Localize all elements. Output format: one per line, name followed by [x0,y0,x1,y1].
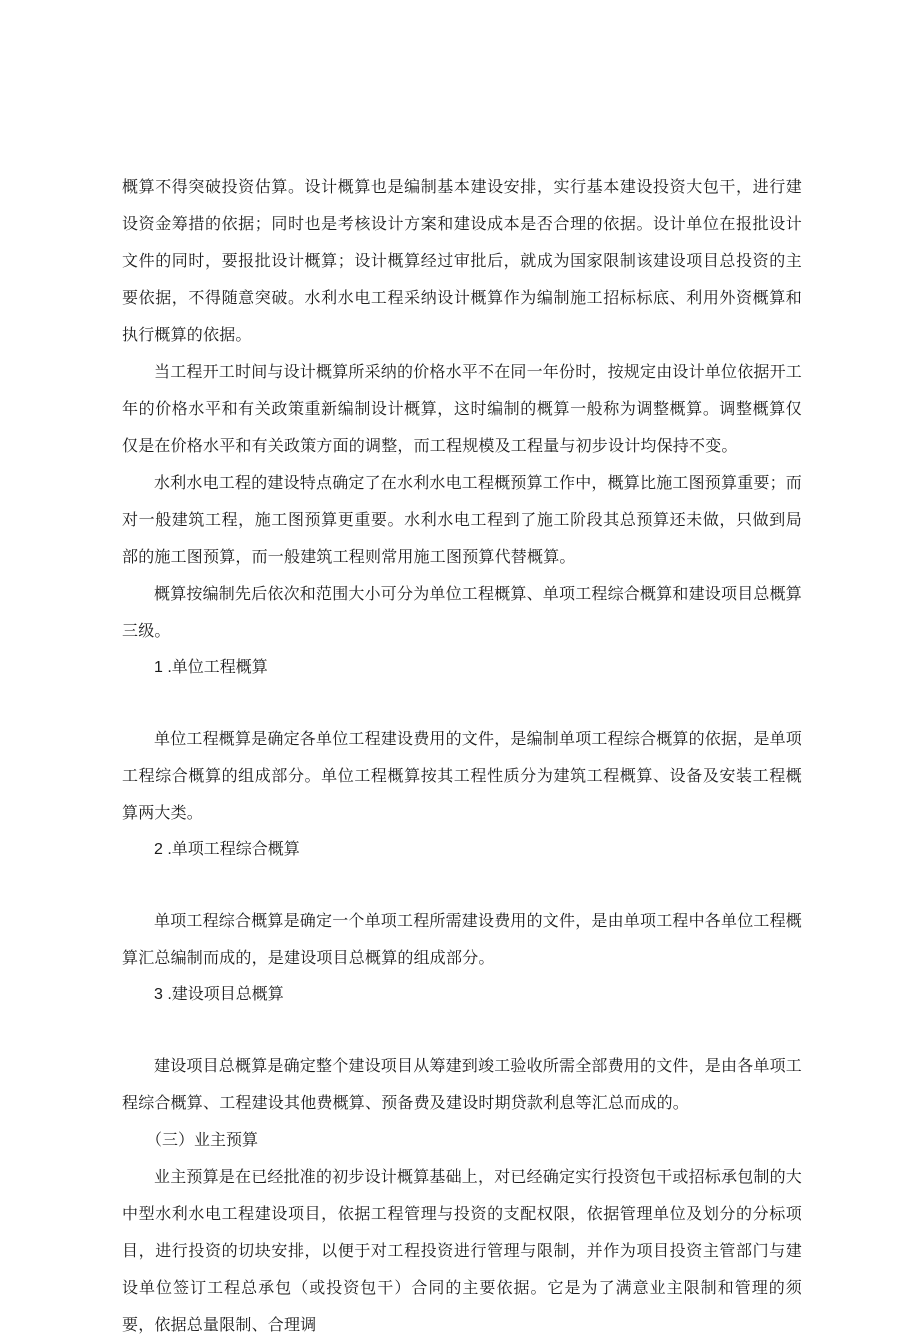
heading-single-project-estimate: 2 .单项工程综合概算 [154,841,300,858]
paragraph-unit-project-estimate: 单位工程概算是确定各单位工程建设费用的文件，是编制单项工程综合概算的依据，是单项工程综合概算的组成部分。单位工程概算按其工程性质分为建筑工程概算、设备及安装工程概算两大类。 [122,729,803,822]
paragraph-owner-budget: 业主预算是在已经批准的初步设计概算基础上，对已经确定实行投资包干或招标承包制的大中型水利水电工程建设项目，依据工程管理与投资的支配权限，依据管理单位及划分的分标项目，进行投资的切块安排，以便于对工程投资进行管理与限制，并作为项目投资主管部门与建设单位签订工程总承包（或投资包干）合同的主要依据。它是为了满意业主限制和管理的须要，依据总量限制、合理调 [122,1167,803,1334]
paragraph-hydro-characteristics: 水利水电工程的建设特点确定了在水利水电工程概预算工作中，概算比施工图预算重要；而对一般建筑工程，施工图预算更重要。水利水电工程到了施工阶段其总预算还未做，只做到局部的施工图预算，而一般建筑工程则常用施工图预算代替概算。 [122,473,803,566]
heading-owner-budget: （三）业主预算 [146,1130,259,1149]
document-page [122,168,802,1343]
paragraph-estimate-levels: 概算按编制先后依次和范围大小可分为单位工程概算、单项工程综合概算和建设项目总概算三级。 [122,584,803,640]
paragraph-total-project-estimate: 建设项目总概算是确定整个建设项目从筹建到竣工验收所需全部费用的文件，是由各单项工程综合概算、工程建设其他费概算、预备费及建设时期贷款利息等汇总而成的。 [122,1056,803,1112]
heading-unit-project-estimate: 1 .单位工程概算 [154,659,268,676]
paragraph-single-project-estimate: 单项工程综合概算是确定一个单项工程所需建设费用的文件，是由单项工程中各单位工程概算汇总编制而成的，是建设项目总概算的组成部分。 [122,911,803,967]
paragraph-adjusted-estimate: 当工程开工时间与设计概算所采纳的价格水平不在同一年份时，按规定由设计单位依据开工年的价格水平和有关政策重新编制设计概算，这时编制的概算一般称为调整概算。调整概算仅仅是在价格水平和有关政策方面的调整，而工程规模及工程量与初步设计均保持不变。 [122,362,803,455]
paragraph-design-estimate-basis: 概算不得突破投资估算。设计概算也是编制基本建设安排，实行基本建设投资大包干，进行建设资金筹措的依据；同时也是考核设计方案和建设成本是否合理的依据。设计单位在报批设计文件的同时，要报批设计概算；设计概算经过审批后，就成为国家限制该建设项目总投资的主要依据，不得随意突破。水利水电工程采纳设计概算作为编制施工招标标底、利用外资概算和执行概算的依据。 [122,177,802,344]
heading-total-project-estimate: 3 .建设项目总概算 [154,986,284,1003]
